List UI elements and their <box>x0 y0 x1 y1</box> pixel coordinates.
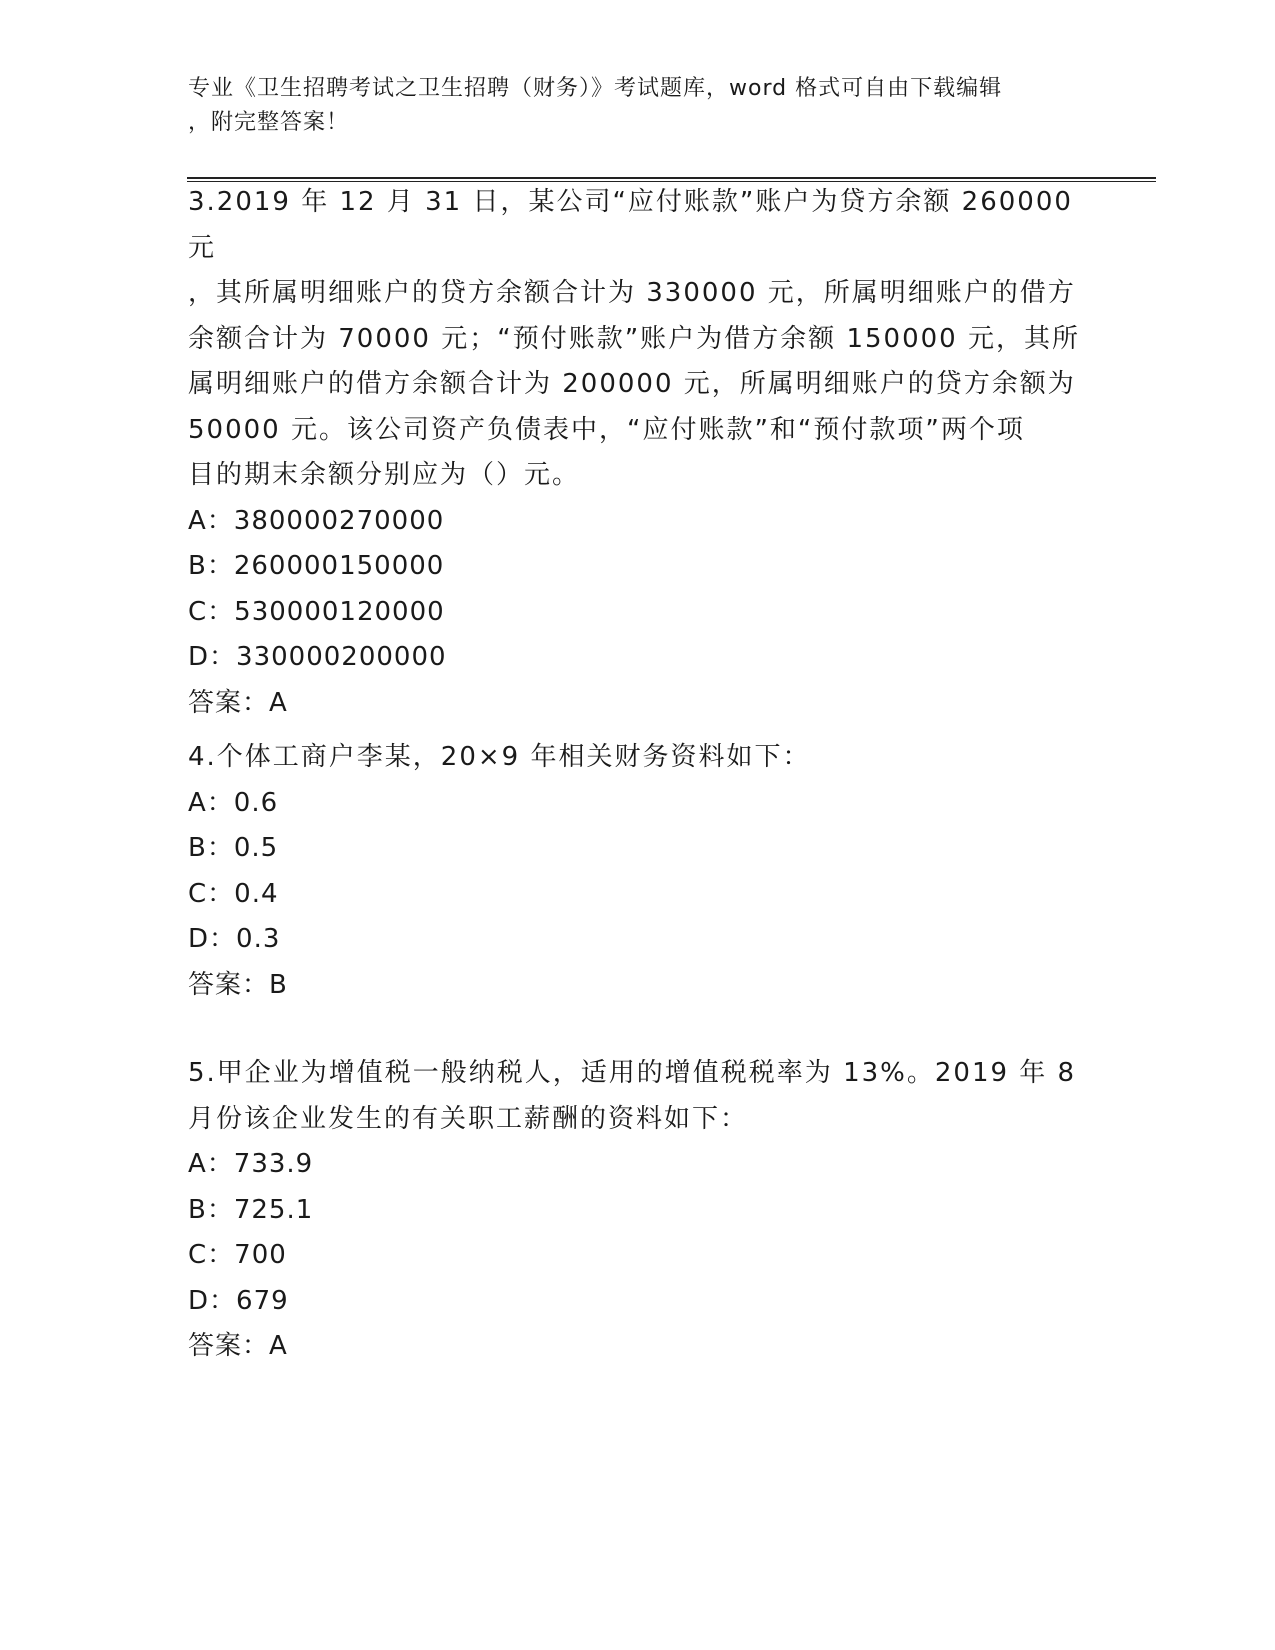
header-line-1: 专业《卫生招聘考试之卫生招聘（财务）》考试题库，word 格式可自由下载编辑 <box>188 76 1003 101</box>
document-header <box>188 72 1068 140</box>
option-b: B：725.1 <box>188 1194 314 1225</box>
option-c: C：0.4 <box>188 878 279 909</box>
stem-line: ，其所属明细账户的贷方余额合计为 330000 元，所属明细账户的借方 <box>188 278 1076 308</box>
answer: 答案：B <box>188 969 288 1000</box>
stem-line: 余额合计为 70000 元；“预付账款”账户为借方余额 150000 元，其所 <box>188 323 1080 354</box>
option-b: B：260000150000 <box>188 551 445 581</box>
stem-line: 5.甲企业为增值税一般纳税人，适用的增值税税率为 13%。2019 年 8 <box>188 1058 1077 1088</box>
option-a: A：380000270000 <box>188 505 445 536</box>
stem-line: 4.个体工商户李某，20×9 年相关财务资料如下： <box>188 742 811 772</box>
option-d: D：330000200000 <box>188 642 447 672</box>
header-line-2: ，附完整答案！ <box>188 110 350 135</box>
option-c: C：700 <box>188 1240 287 1270</box>
stem-line: 月份该企业发生的有关职工薪酬的资料如下： <box>188 1103 749 1134</box>
question-3 <box>188 180 1088 726</box>
stem-line: 目的期末余额分别应为（）元。 <box>188 460 581 490</box>
answer: 答案：A <box>188 687 288 718</box>
option-a: A：0.6 <box>188 787 279 818</box>
option-c: C：530000120000 <box>188 596 445 627</box>
option-b: B：0.5 <box>188 833 279 863</box>
header-divider-thick <box>187 177 1156 179</box>
question-4 <box>188 735 1088 1008</box>
answer: 答案：A <box>188 1331 288 1361</box>
option-d: D：0.3 <box>188 924 281 954</box>
question-5 <box>188 1051 1088 1370</box>
option-d: D：679 <box>188 1285 289 1316</box>
question-stem <box>188 735 1088 781</box>
stem-line: 3.2019 年 12 月 31 日，某公司“应付账款”账户为贷方余额 260000 元 <box>188 187 1073 263</box>
option-a: A：733.9 <box>188 1149 314 1179</box>
question-stem <box>188 1051 1088 1142</box>
stem-line: 50000 元。该公司资产负债表中，“应付账款”和“预付款项”两个项 <box>188 414 1025 445</box>
stem-line: 属明细账户的借方余额合计为 200000 元，所属明细账户的贷方余额为 <box>188 369 1076 399</box>
question-stem <box>188 180 1088 499</box>
